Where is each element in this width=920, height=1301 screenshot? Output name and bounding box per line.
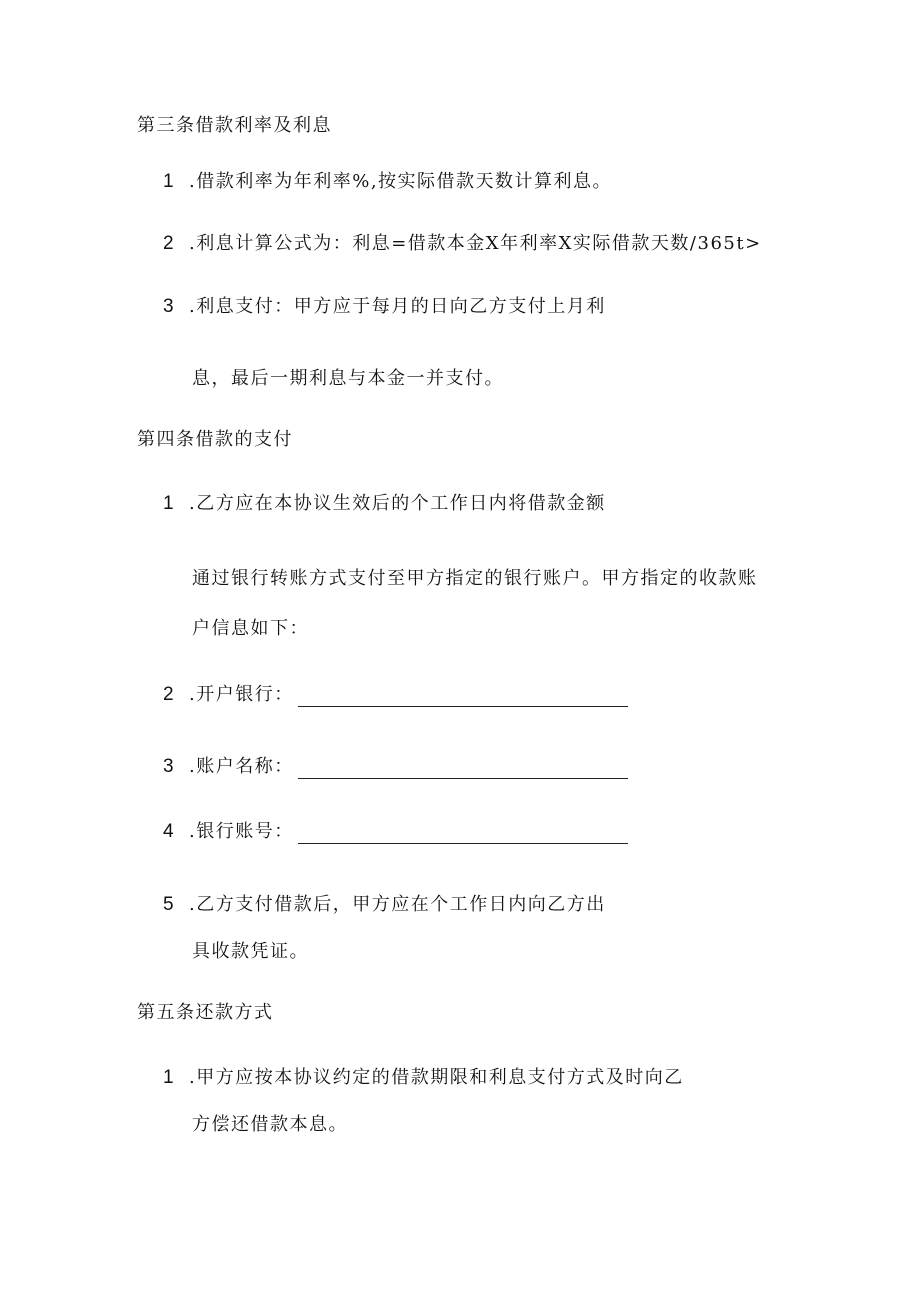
account-number-field xyxy=(163,820,628,844)
field-label: .账户名称： xyxy=(189,756,294,777)
article-5-heading: 第五条还款方式 xyxy=(137,1002,274,1023)
item-number: 1 xyxy=(163,171,174,192)
item-text: .甲方应按本协议约定的借款期限和利息支付方式及时向乙 xyxy=(189,1067,684,1088)
bank-name-field xyxy=(163,683,628,707)
article-4-heading: 第四条借款的支付 xyxy=(137,429,293,450)
article-3-heading: 第三条借款利率及利息 xyxy=(137,115,332,136)
item-text: .利息支付：甲方应于每月的日向乙方支付上月利 xyxy=(189,296,606,317)
item-text: .乙方支付借款后，甲方应在个工作日内向乙方出 xyxy=(189,894,606,915)
item-number: 2 xyxy=(163,233,174,254)
article-3-item-3 xyxy=(163,295,606,319)
article-3-item-1 xyxy=(163,170,612,194)
item-text: .借款利率为年利率%,按实际借款天数计算利息。 xyxy=(189,171,613,192)
item-number: 1 xyxy=(163,1067,174,1088)
article-4-item-1-continued-2: 户信息如下： xyxy=(192,618,309,639)
field-label: .银行账号： xyxy=(189,821,294,842)
item-text: .乙方应在本协议生效后的个工作日内将借款金额 xyxy=(189,493,606,514)
article-5-item-1-continued: 方偿还借款本息。 xyxy=(192,1114,348,1135)
item-number: 3 xyxy=(163,756,174,777)
article-3-item-2 xyxy=(163,232,762,256)
item-text: .利息计算公式为：利息=借款本金X年利率X实际借款天数/365t> xyxy=(189,233,762,254)
article-4-item-1 xyxy=(163,492,606,516)
item-number: 1 xyxy=(163,493,174,514)
article-4-item-5-continued: 具收款凭证。 xyxy=(192,941,309,962)
account-name-blank[interactable] xyxy=(298,758,628,779)
bank-name-blank[interactable] xyxy=(298,686,628,707)
article-3-item-3-continued: 息，最后一期利息与本金一并支付。 xyxy=(192,368,504,389)
account-name-field xyxy=(163,755,628,779)
article-4-item-1-continued: 通过银行转账方式支付至甲方指定的银行账户。甲方指定的收款账 xyxy=(192,568,758,589)
item-number: 5 xyxy=(163,894,174,915)
item-number: 3 xyxy=(163,296,174,317)
item-number: 4 xyxy=(163,821,174,842)
item-number: 2 xyxy=(163,684,174,705)
field-label: .开户银行： xyxy=(189,684,294,705)
article-4-item-5 xyxy=(163,893,606,917)
article-5-item-1 xyxy=(163,1066,684,1090)
account-number-blank[interactable] xyxy=(298,823,628,844)
